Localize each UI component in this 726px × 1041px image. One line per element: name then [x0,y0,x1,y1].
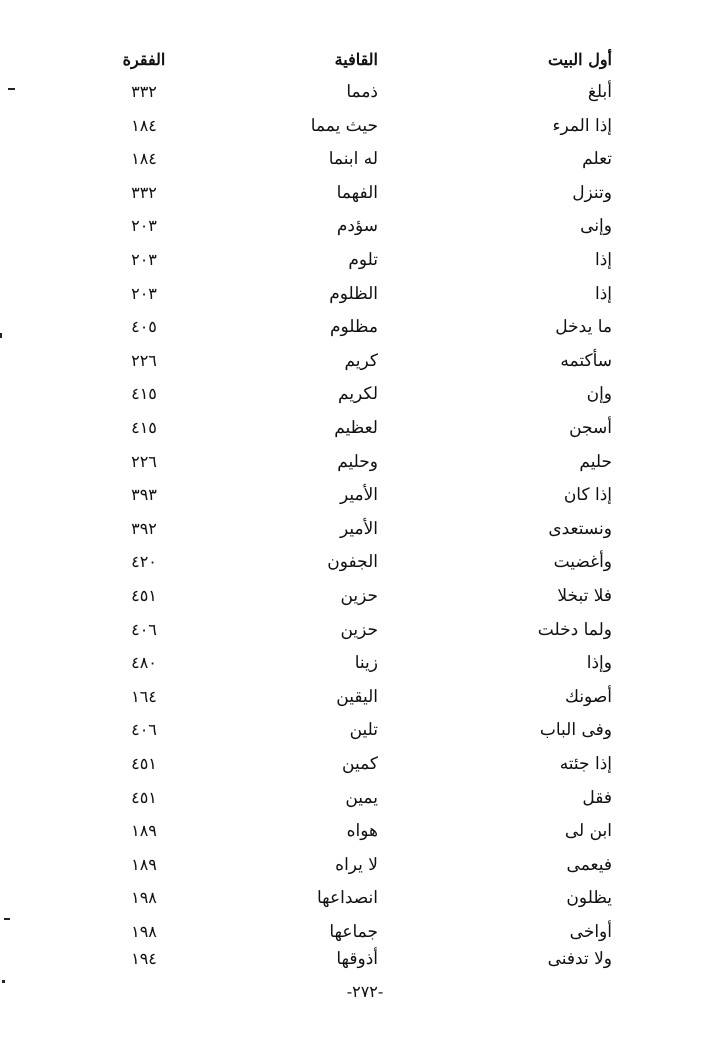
first-line-cell: وإن [586,384,612,405]
page-number: -٢٧٢- [346,982,384,1001]
table-row [0,516,726,542]
table-row [0,919,726,945]
rhyme-cell: حزين [340,586,378,606]
paragraph-cell: ٤١٥ [131,384,157,404]
rhyme-cell: مظلوم [330,317,378,338]
header-first-line: أول البيت [547,50,612,69]
rhyme-cell: كمين [342,754,378,774]
first-line-cell: ولما دخلت [537,619,612,640]
rhyme-cell: كريم [344,350,378,371]
paragraph-cell: ١٩٨ [131,922,157,941]
table-row [0,818,726,844]
table-row [0,247,726,273]
table-row [0,852,726,878]
first-line-cell: يظلون [566,888,612,909]
first-line-cell: إذا [594,283,612,304]
paragraph-cell: ٢٢٦ [131,350,157,370]
first-line-cell: أواخى [569,922,612,942]
paragraph-cell: ٤٥١ [131,787,157,807]
rhyme-cell: له ابنما [328,149,378,170]
first-line-cell: وفى الباب [539,720,612,741]
first-line-cell: ونستعدى [548,518,612,539]
rhyme-cell: حيث يمما [310,115,378,136]
paragraph-cell: ١٩٨ [131,888,157,908]
paragraph-cell: ٤١٥ [131,418,157,437]
paragraph-cell: ٢٠٣ [131,216,157,236]
table-row [0,113,726,139]
paragraph-cell: ٣٩٣ [131,485,157,505]
rhyme-cell: لكريم [338,384,378,405]
rhyme-cell: الفهما [336,182,378,203]
paragraph-cell: ١٨٤ [131,149,157,169]
paragraph-cell: ٣٣٢ [131,82,157,101]
rhyme-cell: وحليم [337,451,378,472]
first-line-cell: إذا جئته [559,754,612,774]
table-row [0,549,726,575]
first-line-cell: سأكتمه [560,350,612,371]
paragraph-cell: ٤٠٥ [131,317,157,337]
first-line-cell: ابن لى [564,821,612,842]
scan-speck [2,980,5,983]
rhyme-cell: الجفون [327,552,378,573]
table-row [0,281,726,307]
table-row [0,785,726,811]
table-row [0,650,726,676]
rhyme-cell: تلوم [348,250,378,270]
table-row [0,415,726,441]
table-row [0,180,726,206]
table-row [0,751,726,777]
first-line-cell: ما يدخل [555,317,612,338]
scan-speck [8,88,15,90]
rhyme-cell: سؤدم [336,216,378,237]
first-line-cell: فلا تبخلا [557,586,612,606]
first-line-cell: ولا تدفنى [547,949,612,969]
rhyme-cell: الظلوم [329,283,378,304]
first-line-cell: إذا المرء [552,115,612,136]
rhyme-cell: انصداعها [316,888,378,909]
paragraph-cell: ٢٠٣ [131,250,157,269]
first-line-cell: وتنزل [572,182,612,203]
first-line-cell: أسجن [569,418,612,438]
first-line-cell: تعلم [582,149,612,170]
paragraph-cell: ١٨٩ [131,854,157,874]
rhyme-cell: حزين [340,619,378,640]
paragraph-cell: ٤٠٦ [131,619,157,639]
first-line-cell: حليم [579,451,612,472]
table-header [0,47,726,73]
paragraph-cell: ٢٠٣ [131,283,157,303]
scan-speck [4,918,10,920]
first-line-cell: فيعمى [566,854,612,875]
rhyme-cell: يمين [345,787,378,808]
table-row [0,79,726,105]
table-row [0,348,726,374]
table-row [0,583,726,609]
header-rhyme: القافية [334,50,378,69]
paragraph-cell: ٤٥١ [131,586,157,605]
table-row [0,946,726,972]
table-row [0,717,726,743]
paragraph-cell: ١٨٤ [131,115,157,135]
rhyme-cell: تلين [349,720,378,741]
table-row [0,482,726,508]
scan-speck [0,333,2,338]
rhyme-cell: جماعها [329,922,378,942]
table-row [0,146,726,172]
paragraph-cell: ١٩٤ [131,949,157,968]
table-row [0,449,726,475]
paragraph-cell: ٣٩٢ [131,518,157,538]
rhyme-cell: أذوقها [336,949,378,969]
table-row [0,213,726,239]
paragraph-cell: ٢٢٦ [131,451,157,471]
rhyme-cell: لا يراه [335,854,378,875]
table-row [0,314,726,340]
paragraph-cell: ٤٠٦ [131,720,157,740]
table-row [0,885,726,911]
first-line-cell: وإنى [580,216,612,237]
paragraph-cell: ٤٢٠ [131,552,157,572]
first-line-cell: أبلغ [587,82,612,102]
paragraph-cell: ٤٨٠ [131,653,157,673]
table-row [0,381,726,407]
table-row [0,617,726,643]
rhyme-cell: الأمير [339,518,378,539]
first-line-cell: فقل [582,787,612,808]
paragraph-cell: ٤٥١ [131,754,157,773]
rhyme-cell: الأمير [339,485,378,506]
paragraph-cell: ٣٣٢ [131,182,157,202]
first-line-cell: إذا [594,250,612,270]
rhyme-cell: لعظيم [334,418,378,438]
header-paragraph: الفقرة [122,50,166,69]
rhyme-cell: هواه [346,821,378,842]
first-line-cell: وأغضيت [553,552,612,573]
rhyme-cell: ذمما [346,82,378,102]
rhyme-cell: اليقين [336,686,378,707]
paragraph-cell: ١٨٩ [131,821,157,841]
rhyme-cell: زينا [354,653,378,674]
paragraph-cell: ١٦٤ [131,686,157,706]
first-line-cell: إذا كان [563,485,612,506]
first-line-cell: وإذا [586,653,612,674]
first-line-cell: أصونك [565,686,612,707]
table-row [0,684,726,710]
